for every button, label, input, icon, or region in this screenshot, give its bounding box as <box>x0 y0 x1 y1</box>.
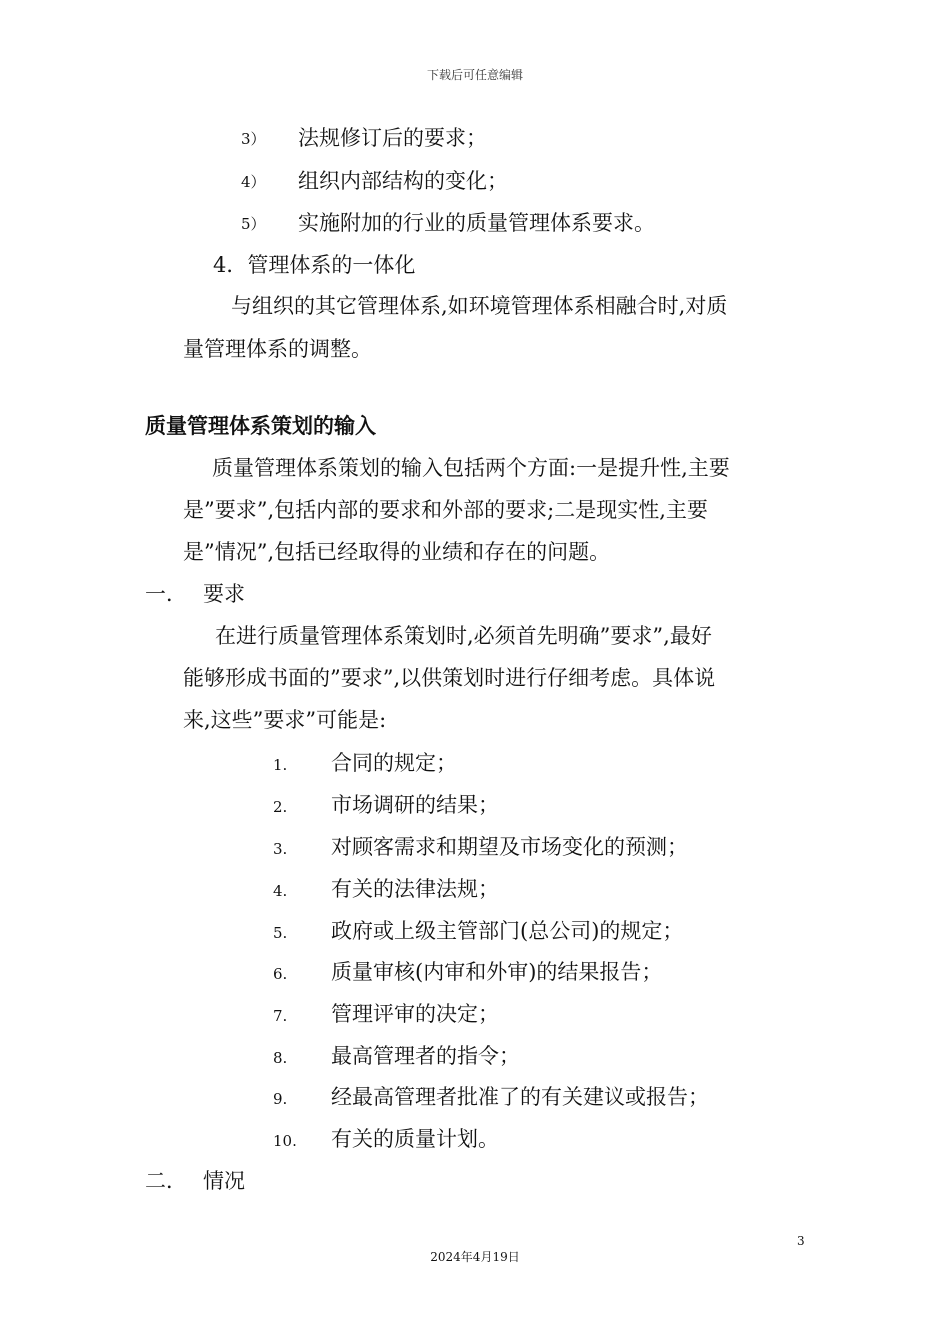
list-item-4: 有关的法律法规； <box>331 877 499 901</box>
page-number: 3 <box>797 1234 805 1248</box>
page-header: 下载后可任意编辑 <box>426 68 523 82</box>
list-item-3: 对顾客需求和期望及市场变化的预测； <box>331 835 688 859</box>
sub1-title: 要求 <box>203 582 245 606</box>
list-item-8: 最高管理者的指令； <box>331 1044 520 1068</box>
list-num-1: 1. <box>273 756 288 774</box>
para2-line2: 是”要求”,包括内部的要求和外部的要求;二是现实性,主要 <box>183 498 708 522</box>
sub2-num: 二． <box>145 1169 187 1193</box>
section-heading: 质量管理体系策划的输入 <box>145 413 376 438</box>
list-num-3: 3. <box>273 840 288 858</box>
para1-line2: 量管理体系的调整。 <box>183 337 372 361</box>
list-top-num-4: 4） <box>241 173 266 191</box>
list-num-8: 8. <box>273 1049 288 1067</box>
sub1-num: 一． <box>145 582 187 606</box>
para3-line2: 能够形成书面的”要求”,以供策划时进行仔细考虑。具体说 <box>183 666 716 690</box>
list-num-4: 4. <box>273 882 288 900</box>
footer-date: 2024年4月19日 <box>430 1250 520 1264</box>
list-num-10: 10. <box>273 1132 297 1150</box>
list-top-item-4: 组织内部结构的变化； <box>298 169 508 193</box>
list-num-9: 9. <box>273 1090 288 1108</box>
list-num-2: 2. <box>273 798 288 816</box>
list-item-10: 有关的质量计划。 <box>331 1127 499 1151</box>
list-top-item-5: 实施附加的行业的质量管理体系要求。 <box>298 211 655 235</box>
para3-line1: 在进行质量管理体系策划时,必须首先明确”要求”,最好 <box>215 624 712 648</box>
list-item-2: 市场调研的结果； <box>331 793 499 817</box>
para2-line1: 质量管理体系策划的输入包括两个方面:一是提升性,主要 <box>212 456 730 480</box>
list-item-9: 经最高管理者批准了的有关建议或报告； <box>331 1085 709 1109</box>
list-item-1: 合同的规定； <box>331 751 457 775</box>
sub2-title: 情况 <box>203 1169 245 1193</box>
list-top-num-5: 5） <box>241 215 266 233</box>
list-item-6: 质量审核(内审和外审)的结果报告； <box>331 960 663 984</box>
para1-line1: 与组织的其它管理体系,如环境管理体系相融合时,对质 <box>231 294 728 318</box>
item4-title: 4．管理体系的一体化 <box>213 253 416 277</box>
list-top-item-3: 法规修订后的要求； <box>298 126 487 150</box>
para2-line3: 是”情况”,包括已经取得的业绩和存在的问题。 <box>183 540 611 564</box>
para3-line3: 来,这些”要求”可能是: <box>183 708 387 732</box>
list-item-7: 管理评审的决定； <box>331 1002 499 1026</box>
list-num-5: 5. <box>273 924 288 942</box>
list-top-num-3: 3） <box>241 130 266 148</box>
list-num-7: 7. <box>273 1007 288 1025</box>
list-num-6: 6. <box>273 965 288 983</box>
list-item-5: 政府或上级主管部门(总公司)的规定； <box>331 919 684 943</box>
